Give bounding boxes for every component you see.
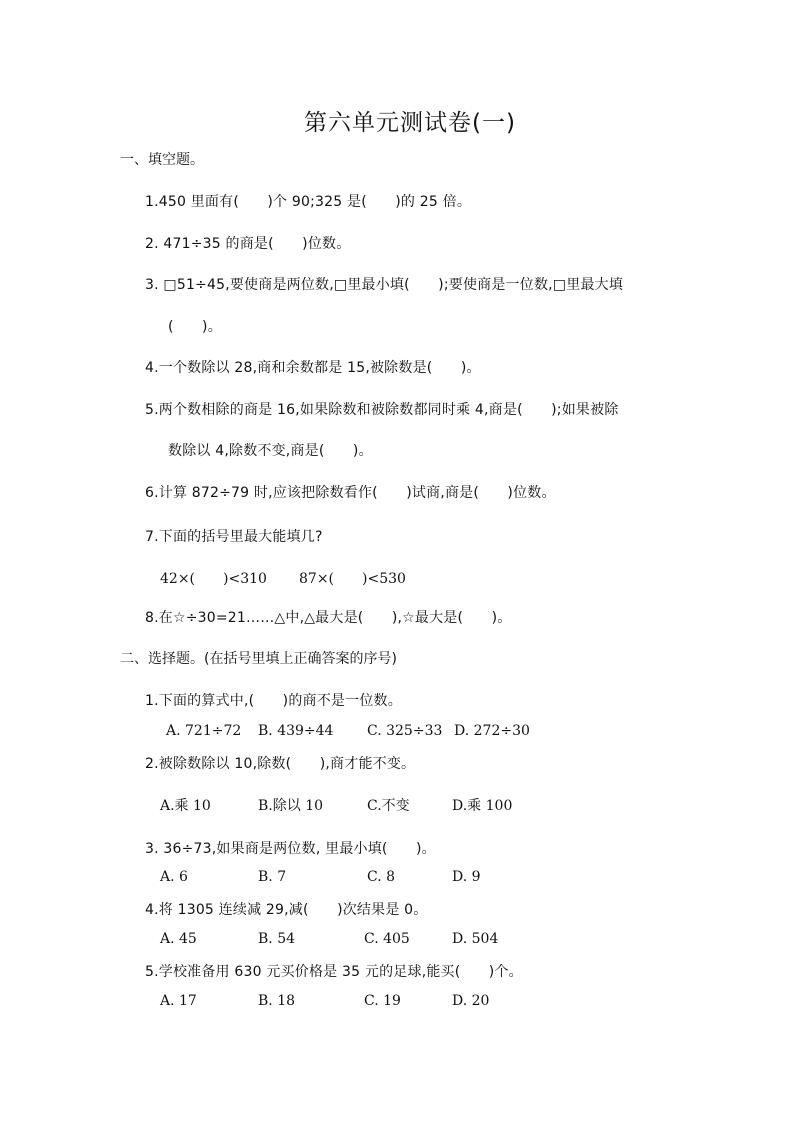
question-2-5-option-c: C. 19 — [364, 993, 401, 1009]
question-1-5: 5.两个数相除的商是 16,如果除数和被除数都同时乘 4,商是( );如果被除 — [145, 402, 619, 418]
question-1-6: 6.计算 872÷79 时,应该把除数看作( )试商,商是( )位数。 — [145, 485, 556, 501]
question-1-8: 8.在☆÷30=21……△中,△最大是( ),☆最大是( )。 — [145, 610, 512, 626]
question-2-1-option-c: C. 325÷33 — [367, 723, 443, 739]
question-2-1-option-b: B. 439÷44 — [258, 723, 334, 739]
question-1-4: 4.一个数除以 28,商和余数都是 15,被除数是( )。 — [145, 360, 481, 376]
question-2-2-option-c: C.不变 — [367, 798, 410, 814]
question-2-3-option-d: D. 9 — [452, 869, 481, 885]
question-2-3-option-a: A. 6 — [160, 869, 188, 885]
question-2-3-option-b: B. 7 — [258, 869, 287, 885]
section-heading-fill-blank: 一、填空题。 — [120, 152, 204, 168]
question-2-3: 3. 36÷73,如果商是两位数, 里最小填( )。 — [145, 841, 436, 857]
question-2-3-option-c: C. 8 — [367, 869, 396, 885]
question-1-3: 3. □51÷45,要使商是两位数,□里最小填( );要使商是一位数,□里最大填 — [145, 277, 624, 293]
question-1-7-blank-b: 87×( )<530 — [299, 571, 406, 587]
question-2-1: 1.下面的算式中,( )的商不是一位数。 — [145, 693, 402, 709]
page-title: 第六单元测试卷(一) — [304, 110, 516, 136]
question-1-7: 7.下面的括号里最大能填几? — [145, 529, 323, 545]
question-2-2-option-d: D.乘 100 — [452, 798, 513, 814]
question-2-5-option-b: B. 18 — [258, 993, 296, 1009]
question-1-3-continuation: ( )。 — [168, 319, 222, 335]
question-2-2: 2.被除数除以 10,除数( ),商才能不变。 — [145, 756, 416, 772]
section-heading-multiple-choice: 二、选择题。(在括号里填上正确答案的序号) — [120, 651, 397, 667]
question-1-2: 2. 471÷35 的商是( )位数。 — [145, 236, 351, 252]
question-1-5-continuation: 数除以 4,除数不变,商是( )。 — [168, 443, 373, 459]
question-2-4: 4.将 1305 连续减 29,减( )次结果是 0。 — [145, 902, 428, 918]
question-2-2-option-b: B.除以 10 — [258, 798, 324, 814]
question-2-4-option-d: D. 504 — [452, 931, 499, 947]
question-2-1-option-a: A. 721÷72 — [166, 723, 242, 739]
question-2-4-option-c: C. 405 — [364, 931, 410, 947]
question-2-5: 5.学校准备用 630 元买价格是 35 元的足球,能买( )个。 — [145, 964, 523, 980]
question-2-2-option-a: A.乘 10 — [160, 798, 211, 814]
question-2-1-option-d: D. 272÷30 — [454, 723, 530, 739]
question-2-5-option-d: D. 20 — [452, 993, 490, 1009]
question-2-4-option-a: A. 45 — [160, 931, 197, 947]
question-2-5-option-a: A. 17 — [160, 993, 197, 1009]
question-1-1: 1.450 里面有( )个 90;325 是( )的 25 倍。 — [145, 194, 472, 210]
question-1-7-blank-a: 42×( )<310 — [160, 571, 267, 587]
question-2-4-option-b: B. 54 — [258, 931, 296, 947]
